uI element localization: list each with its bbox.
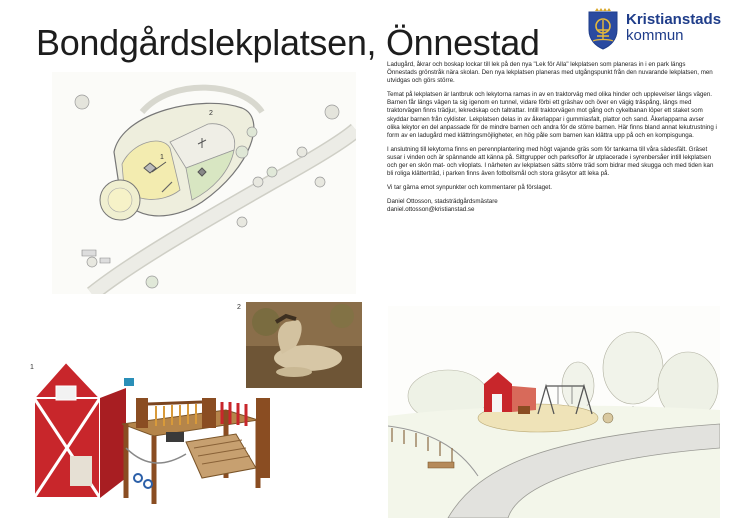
house-marker: 1 (30, 364, 34, 371)
paragraph-feedback: Vi tar gärna emot synpunkter och kommentarer på förslaget. (387, 184, 552, 192)
logo-line-2: kommun (626, 27, 684, 44)
paragraph-theme: Temat på lekplatsen är lantbruk och lekytorna ramas in av en traktorväg med olika hinder och upplevelser längs vägen. Barnen får längs vägen ta sig igenom en tunnel, vidare förbi ett gräshav och över en vägig träspång, längs med traktorvägen finns trädjur, lekredskap och taltrattar. Intill traktorvägen mot gång och cykelbanan löper ett staket som skyddar barnen från cyklister. Lekplatsen delas in av åkerlappar i gummiasfalt, plattor och sand. Åkerlapparna avser olika lekytor en del anpassade för de mindre barnen och andra för de större barnen. Här finns bland annat lekutrustning i form av en ladugård med klättringsmöjligheter, en hög påle som barnen kan klättra upp på och en kompisgunga. (387, 91, 717, 139)
photo-marker: 2 (237, 304, 241, 311)
logo-line-1: Kristianstads (626, 11, 722, 28)
perspective-sketch (388, 306, 720, 518)
site-plan-drawing (52, 72, 356, 294)
municipality-logo (586, 8, 722, 52)
signature-email: daniel.ottosson@kristianstad.se (387, 206, 475, 214)
paragraph-intro: Ladugård, åkrar och boskap lockar till lek på den nya "Lek för Alla" lekplatsen som planeras in i en park längs Önnestads grönstråk nära skolan. Den nya lekplatsen planeras med utgångspunkt från den nuvarande lekplatsen, men utvidgas och görs större. (387, 61, 713, 85)
description-text (387, 61, 717, 215)
plan-marker-1: 1 (160, 154, 164, 161)
signature-name: Daniel Ottosson, stadsträdgårdsmästare (387, 198, 498, 206)
paragraph-planting: I anslutning till lekytorna finns en perennplantering med högt vajande gräs som för tankarna till våra sädesfält. Gräset susar i vinden och är spännande att känna på. Sittgrupper och parksoffor är utplacerade i syrenbersåer intill lekplatsen och ger en skön mat- och viloplats. I närheten av lekplatsen sätts större träd som bidrar med skugga och med tiden kan bli roliga klätterträd, i parken finns även fotbollsmål och stora gräsytor att leka på. (387, 145, 714, 178)
coat-of-arms-icon (586, 8, 620, 50)
plan-marker-2: 2 (209, 110, 213, 117)
barn-play-structure-render (26, 358, 284, 508)
page-title: Bondgårdslekplatsen, Önnestad (36, 22, 540, 63)
